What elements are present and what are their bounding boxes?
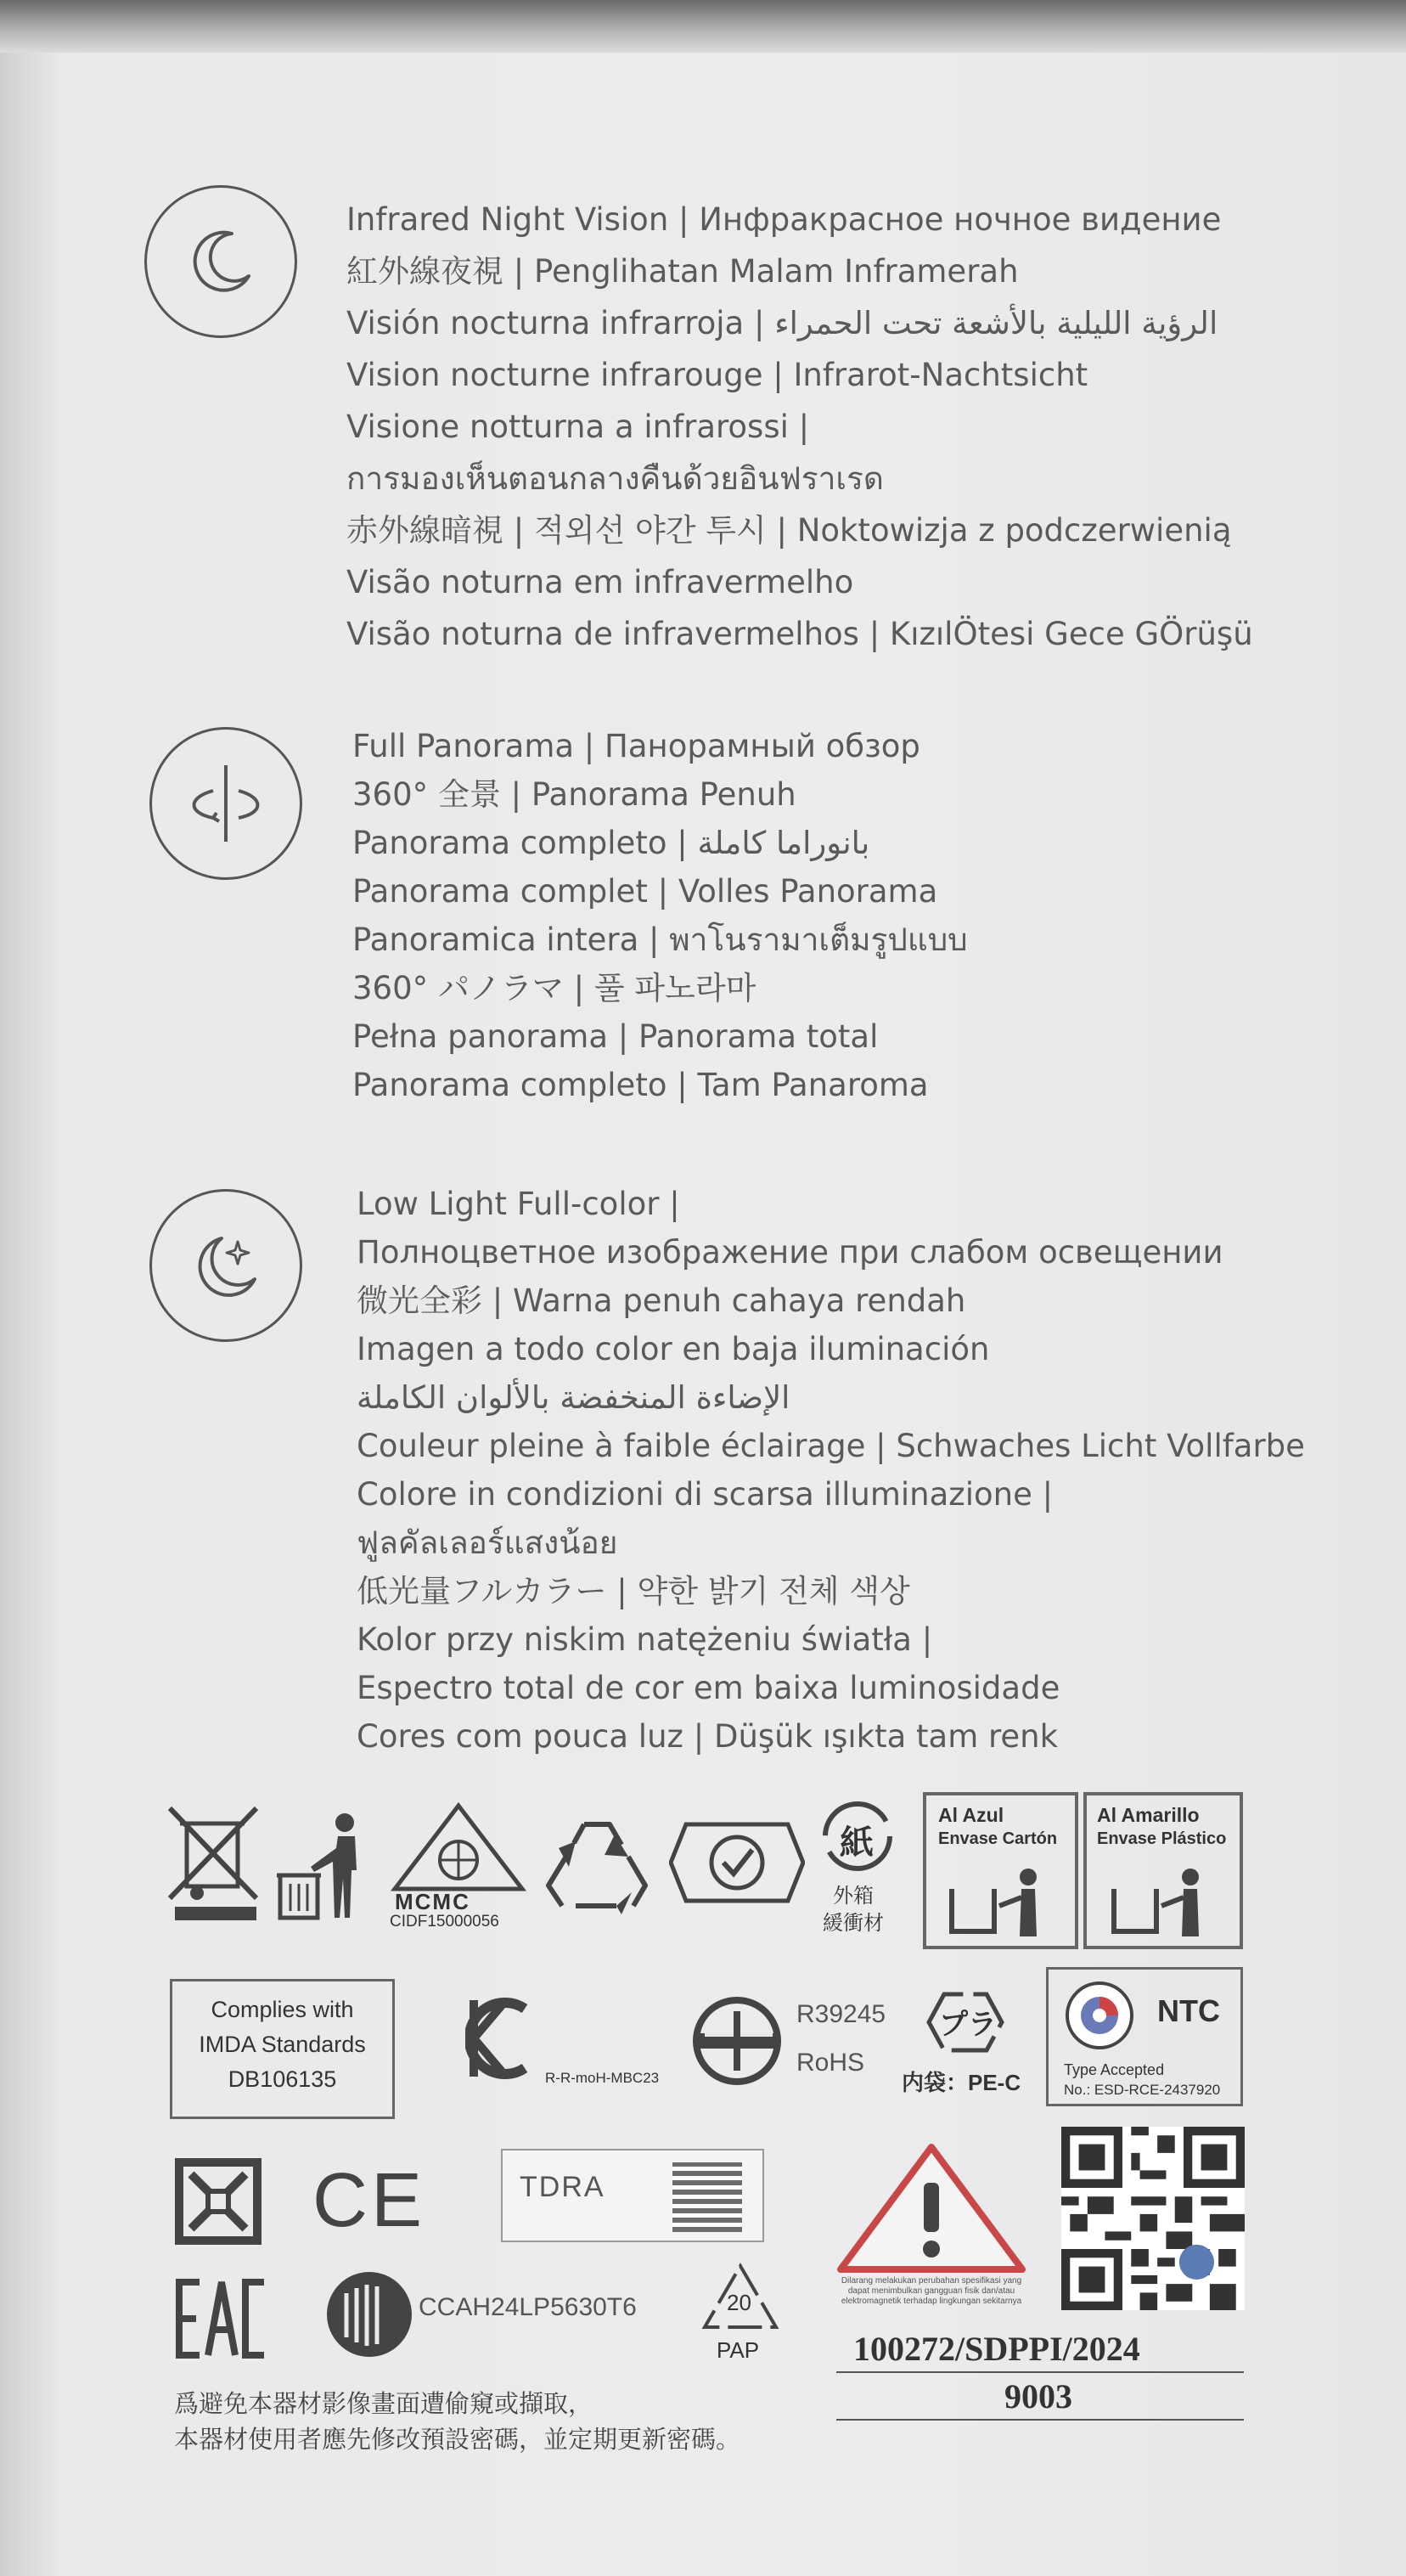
sdppi-certificate: [836, 2329, 1244, 2435]
pap-number: 20: [727, 2290, 751, 2315]
imda-line-2: IMDA Standards: [199, 2032, 366, 2057]
sdppi-code: 9003: [1004, 2377, 1072, 2415]
imda-line-1: Complies with: [211, 1997, 354, 2022]
paper-char: 紙: [840, 1824, 874, 1862]
feature-2-line: 360° 全景 | Panorama Penuh: [352, 776, 796, 813]
feature-3-line: Полноцветное изображение при слабом освещении: [357, 1234, 1223, 1271]
moon-star-icon: [149, 1189, 302, 1342]
ncc-mark: [323, 2268, 416, 2365]
tidyman-bin-icon: [272, 1811, 374, 1925]
feature-3-line: 微光全彩 | Warna penuh cahaya rendah: [357, 1282, 966, 1319]
al-amarillo-sub: Envase Plástico: [1097, 1829, 1227, 1848]
weee-bin-icon: [163, 1798, 265, 1929]
tdra-qr-code: [672, 2162, 742, 2232]
feature-3-line: Cores com pouca luz | Düşük ışıkta tam renk: [357, 1718, 1059, 1755]
ntc-type-accepted: Type Accepted: [1064, 2061, 1165, 2078]
rcm-check-icon: [669, 1816, 805, 1913]
pla-caption: 内袋：PE-C: [902, 2070, 1021, 2095]
package-icon: [174, 2157, 262, 2249]
feature-3-line: Espectro total de cor em baixa luminosidade: [357, 1670, 1060, 1706]
feature-1-line: Visão noturna de infravermelhos | KızılÖtesi Gece GÖrüşü: [346, 616, 1253, 652]
feature-2-line: Panorama completo | بانوراما كاملة: [352, 825, 870, 861]
tdra-mark: [501, 2149, 764, 2242]
al-azul-sub: Envase Cartón: [938, 1829, 1058, 1848]
al-azul-title: Al Azul: [938, 1804, 1004, 1826]
al-amarillo-title: Al Amarillo: [1097, 1804, 1200, 1826]
rohs-label: RoHS: [796, 2049, 865, 2077]
al-amarillo-mark: [1083, 1792, 1243, 1949]
pap-label: PAP: [717, 2337, 760, 2363]
feature-1-line: Visione notturna a infrarossi |: [346, 409, 810, 445]
warning-triangle-icon: [834, 2140, 1029, 2323]
feature-3-line: Imagen a todo color en baja iluminación: [357, 1331, 990, 1367]
sdppi-number: 100272/SDPPI/2024: [853, 2330, 1140, 2368]
kc-code: R-R-moH-MBC23: [545, 2070, 660, 2086]
feature-2-line: Panoramica intera | พาโนรามาเต็มรูปแบบ: [352, 922, 968, 958]
imda-line-3: DB106135: [228, 2066, 337, 2092]
tdra-label: TDRA: [520, 2171, 605, 2203]
feature-1-line: 赤外線暗視 | 적외선 야간 투시 | Noktowizja z podczerwienią: [346, 512, 1232, 549]
paper-recycle-mark: [811, 1794, 904, 1934]
feature-3-line: ฟูลคัลเลอร์แสงน้อย: [357, 1525, 618, 1561]
mcmc-code: CIDF15000056: [390, 1913, 499, 1931]
kc-mark: [465, 1992, 661, 2094]
feature-2-line: Panorama completo | Tam Panaroma: [352, 1067, 929, 1103]
feature-3-line: Low Light Full-color |: [357, 1186, 680, 1222]
feature-3-line: الإضاءة المنخفضة بالألوان الكاملة: [357, 1379, 790, 1416]
ntc-mark: [1046, 1967, 1243, 2106]
paper-caption-1: 外箱: [833, 1885, 874, 1908]
feature-1-line: Visión nocturna infrarroja | الرؤية الليلية بالأشعة تحت الحمراء: [346, 305, 1218, 341]
feature-1-line: 紅外線夜視 | Penglihatan Malam Inframerah: [346, 253, 1019, 290]
imda-box: [170, 1979, 395, 2119]
eac-mark: [174, 2279, 267, 2362]
feature-3-line: Colore in condizioni di scarsa illuminazione |: [357, 1476, 1054, 1513]
mcmc-logo: [386, 1801, 531, 1931]
paper-caption-2: 緩衝材: [823, 1912, 884, 1935]
feature-1-line: Infrared Night Vision | Инфракрасное ночное видение: [346, 201, 1222, 238]
bsmi-mark: [688, 1994, 790, 2091]
ccah-code: CCAH24LP5630T6: [419, 2293, 637, 2321]
panorama-rotate-icon: [149, 727, 302, 880]
pap-recycle-mark: [698, 2259, 783, 2370]
bsmi-r-code: R39245: [796, 2000, 886, 2028]
feature-3-line: 低光量フルカラー | 약한 밝기 전체 색상: [357, 1573, 910, 1609]
ce-mark: CE: [312, 2158, 426, 2243]
mcmc-label: MCMC: [395, 1889, 470, 1914]
feature-1-line: Visão noturna em infravermelho: [346, 564, 854, 600]
box-left-edge: [0, 0, 59, 2576]
feature-3-line: Kolor przy niskim natężeniu światła |: [357, 1621, 933, 1658]
sdppi-qr-code: [1061, 2127, 1245, 2310]
feature-1-line: Vision nocturne infrarouge | Infrarot-Nachtsicht: [346, 357, 1088, 393]
moon-icon: [144, 185, 297, 338]
feature-2-line: Pełna panorama | Panorama total: [352, 1018, 879, 1055]
privacy-notice-line-2: 本器材使用者應先修改預設密碼，並定期更新密碼。: [174, 2425, 741, 2454]
al-azul-mark: [923, 1792, 1078, 1949]
ntc-number: No.: ESD-RCE-2437920: [1064, 2082, 1221, 2098]
feature-2-line: Full Panorama | Панорамный обзор: [352, 728, 920, 764]
privacy-notice-line-1: 爲避免本器材影像畫面遭偷窺或擷取，: [174, 2389, 593, 2418]
pla-char: プラ: [939, 2009, 997, 2041]
box-top-fold: [0, 0, 1406, 53]
ntc-title: NTC: [1157, 1993, 1220, 2028]
pla-recycle-mark: [900, 1984, 1027, 2103]
feature-1-line: การมองเห็นตอนกลางคืนด้วยอินฟราเรด: [346, 460, 884, 497]
feature-3-line: Couleur pleine à faible éclairage | Schwaches Licht Vollfarbe: [357, 1428, 1305, 1464]
recycle-icon: [533, 1807, 661, 1930]
warning-text: Dilarang melakukan perubahan spesifikasi yang dapat menimbulkan gangguan fisik dan/atau elektromagnetik terhadap lingkungan sekitarnya: [841, 2276, 1022, 2306]
feature-2-line: Panorama complet | Volles Panorama: [352, 873, 938, 910]
feature-2-line: 360° パノラマ | 풀 파노라마: [352, 970, 756, 1006]
